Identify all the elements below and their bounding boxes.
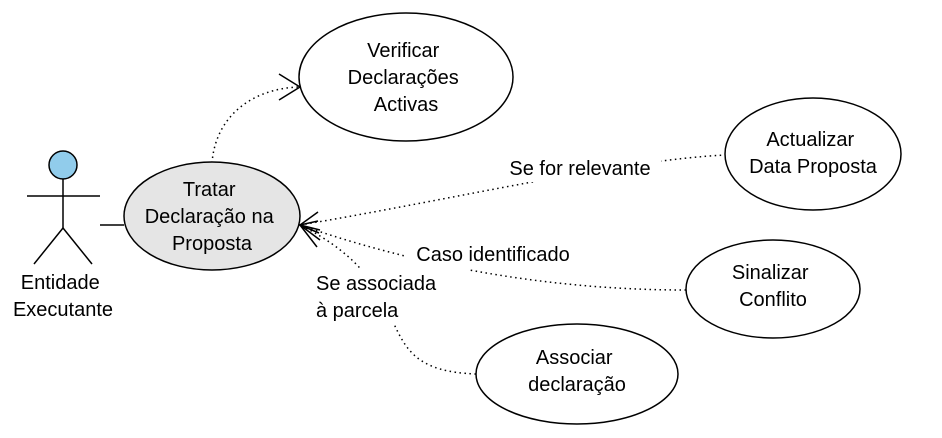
actor-entidade-executante [13,151,113,321]
relation-update-label: Se for relevante [509,158,651,180]
use-case-verify-line-1: Verificar [367,40,440,62]
use-case-sinalizar-conflito[interactable] [686,240,860,338]
use-case-update-line-1: Actualizar [766,129,855,151]
use-case-main-line-2: Declaração na [144,206,274,228]
use-case-verify-line-3: Activas [373,94,439,116]
actor-left-leg [34,228,63,264]
use-case-verificar-declaracoes[interactable] [299,13,513,141]
actor-head [49,151,77,179]
use-case-tratar-declaracao[interactable] [124,162,300,270]
relation-associate-label-line-1: Se associada [316,273,437,295]
use-case-update-shape[interactable] [725,98,901,210]
relation-flag-label: Caso identificado [416,244,570,266]
use-case-flag-line-2: Conflito [739,289,807,311]
use-case-flag-line-1: Sinalizar [731,262,809,284]
actor-name-line-1: Entidade [20,272,100,294]
use-case-verify-line-2: Declarações [347,67,459,89]
use-case-update-line-2: Data Proposta [749,156,877,178]
use-case-associate-line-1: Associar [535,347,613,369]
use-case-associar-declaracao[interactable] [476,324,678,424]
use-case-actualizar-data[interactable] [725,98,901,210]
use-case-main-line-3: Proposta [171,233,253,255]
relation-associate-label-line-2: à parcela [316,300,399,322]
use-case-associate-line-2: declaração [528,374,626,396]
use-case-main-line-1: Tratar [182,179,236,201]
relation-arrowheads-main [300,212,320,247]
actor-name-line-2: Executante [12,299,114,321]
actor-right-leg [63,228,92,264]
svg-text:Entidade Executante [13,272,113,321]
